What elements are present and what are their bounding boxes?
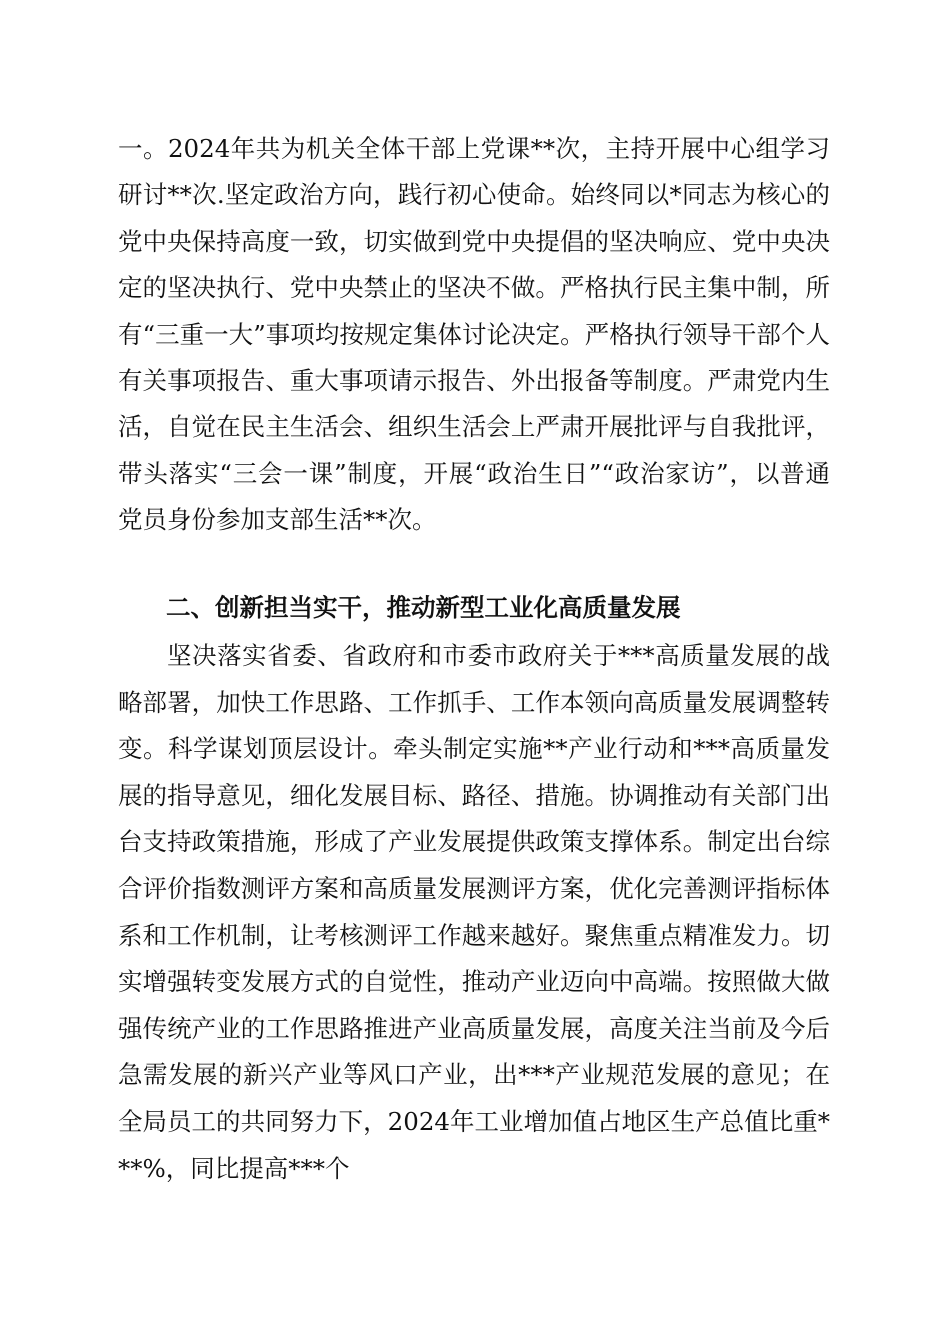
section-heading-industrialization: 二、创新担当实干，推动新型工业化高质量发展 (166, 593, 681, 622)
paragraph-industrial-development: 坚决落实省委、省政府和市委市政府关于***高质量发展的战略部署，加快工作思路、工作抓手、工作本领向高质量发展调整转变。科学谋划顶层设计。牵头制定实施**产业行动和***高质量发展的指导意见，细化发展目标、路径、措施。协调推动有关部门出台支持政策措施，形成了产业发展提供政策支撑体系。制定出台综合评价指数测评方案和高质量发展测评方案，优化完善测评指标体系和工作机制，让考核测评工作越来越好。聚焦重点精准发力。切实增强转变发展方式的自觉性，推动产业迈向中高端。按照做大做强传统产业的工作思路推进产业高质量发展，高度关注当前及今后急需发展的新兴产业等风口产业，出***产业规范发展的意见；在全局员工的共同努力下，2024年工业增加值占地区生产总值比重***%，同比提高***个 (118, 641, 830, 1183)
paragraph-party-building: 一。2024年共为机关全体干部上党课**次，主持开展中心组学习研讨**次.坚定政治方向，践行初心使命。始终同以*同志为核心的党中央保持高度一致，切实做到党中央提倡的坚决响应、党中央决定的坚决执行、党中央禁止的坚决不做。严格执行民主集中制，所有“三重一大”事项均按规定集体讨论决定。严格执行领导干部个人有关事项报告、重大事项请示报告、外出报备等制度。严肃党内生活，自觉在民主生活会、组织生活会上严肃开展批评与自我批评，带头落实“三会一课”制度，开展“政治生日”“政治家访”，以普通党员身份参加支部生活**次。 (118, 134, 830, 535)
